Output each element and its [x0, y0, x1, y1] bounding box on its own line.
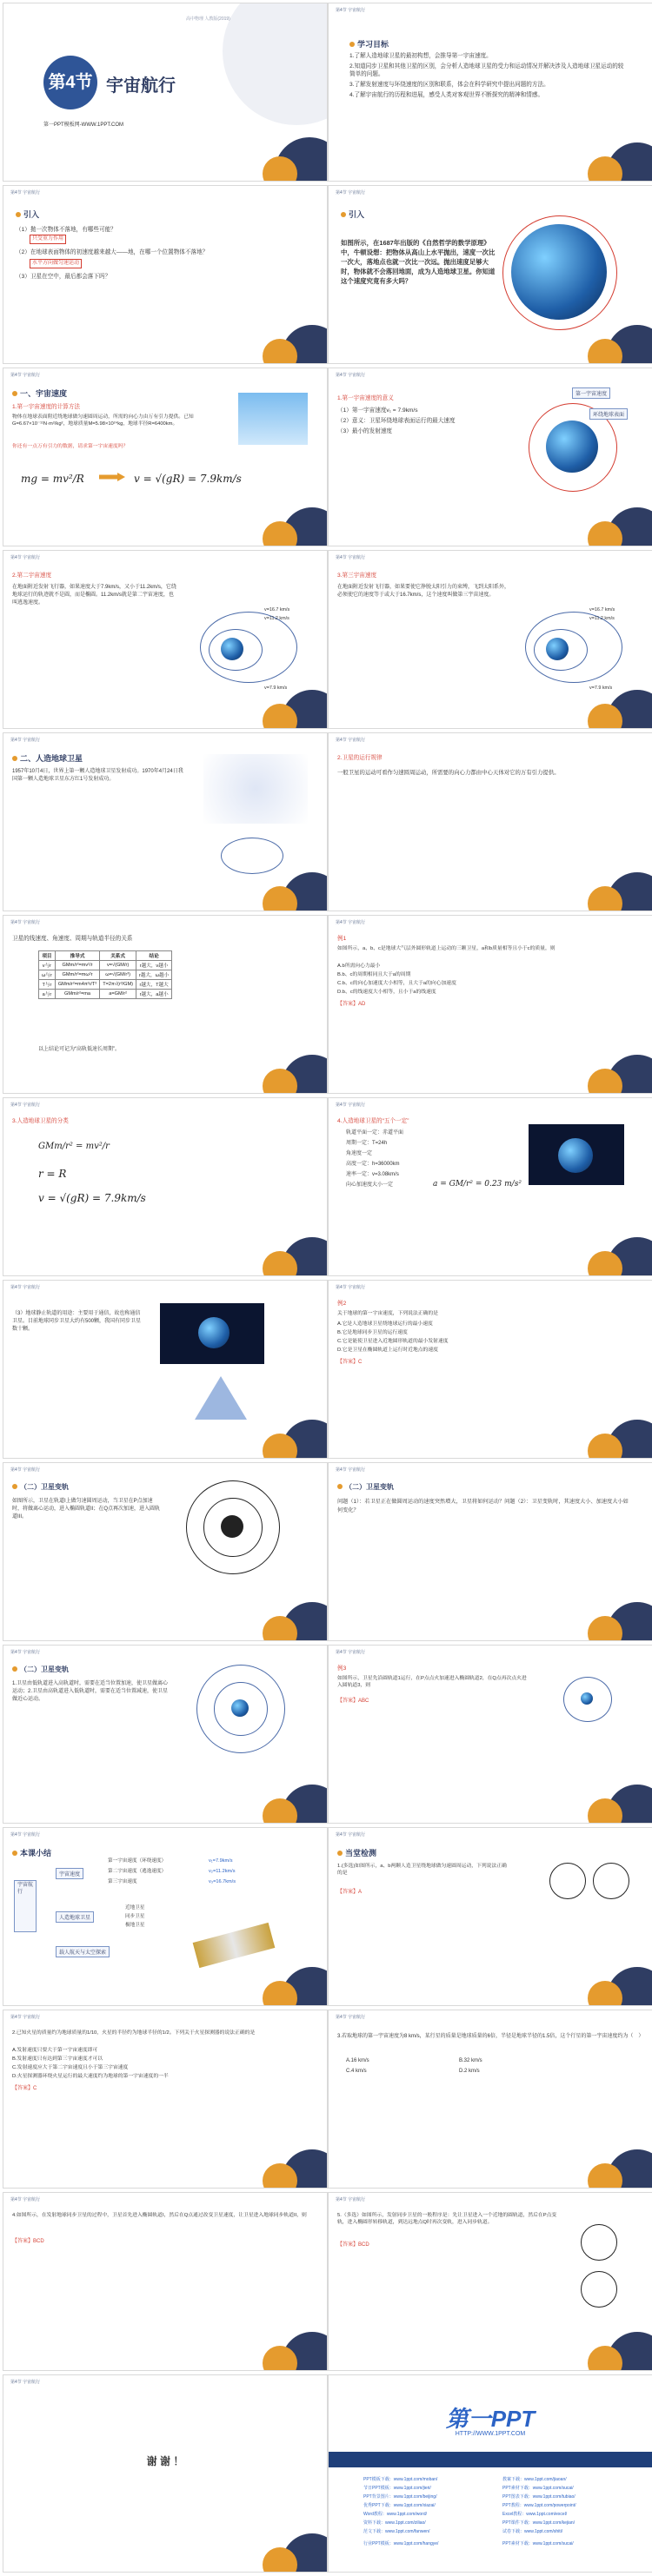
table-footnote: 以上结论可记为“高轨低速长周期”。	[38, 1047, 120, 1052]
slide-header: 第4节 宇宙航行	[336, 1103, 366, 1108]
coverage-diagram	[195, 1376, 247, 1420]
table-cell: v与r	[39, 961, 56, 970]
slide-header: 第4节 宇宙航行	[10, 738, 41, 743]
slide-intro-1[interactable]	[3, 186, 327, 363]
table-cell: v=√(GM/r)	[100, 961, 136, 970]
body-text: 1.卫星由低轨道进入高轨道时，需要在适当位置加速，使卫星做离心运动；2.卫星由高轨道进入低轨道时，需要在适当位置减速，使卫星做近心运动。	[12, 1681, 169, 1702]
slide-header: 第4节 宇宙航行	[336, 2015, 366, 2020]
summary-title: 本课小结	[12, 1847, 51, 1858]
option: C.发射速度应大于第二宇宙速度且小于第三宇宙速度	[12, 2065, 129, 2070]
relation-table	[38, 950, 172, 999]
table-cell: ω=√(GM/r³)	[100, 970, 136, 980]
intro-question: （1）拋一次物体不落地，有哪些可能？	[16, 227, 116, 233]
mindmap-branch: 载人航天与太空探索	[56, 1946, 110, 1957]
option: A.16 km/s	[346, 2058, 369, 2063]
section-title: 一、宇宙速度	[12, 387, 67, 399]
table-header: 项目	[39, 951, 56, 961]
slide-thanks[interactable]	[3, 2375, 327, 2572]
answer-box: 只受重力作用	[30, 235, 66, 244]
slide-third-speed[interactable]	[329, 551, 652, 728]
slide-header: 第4节 宇宙航行	[336, 190, 366, 195]
table-header: 结论	[136, 951, 171, 961]
formula: v = √(gR) = 7.9km/s	[38, 1192, 146, 1204]
option: C.它是能使卫星进入近地圆形轨道的最小发射速度	[337, 1339, 449, 1344]
answer-box: 水平方向做匀速运动	[30, 259, 82, 268]
table-cell: GMm/r²=mω²r	[55, 970, 99, 980]
section-number-badge: 第4节	[43, 56, 97, 109]
body-text: 一般卫星的运动可看作匀速圆周运动，所需要的向心力都由中心天体对它的万有引力提供。	[337, 770, 560, 776]
brand-logo: 第一PPT	[445, 2406, 536, 2432]
resource-link[interactable]: 行业PPT模板：www.1ppt.com/hangye/	[363, 2541, 439, 2546]
table-cell: GMm/r²=mv²/r	[55, 961, 99, 970]
slide-header: 第4节 宇宙航行	[10, 1467, 41, 1473]
resource-link[interactable]: Excel教程：www.1ppt.com/excel/	[502, 2512, 568, 2517]
mindmap-leaf: 第一宇宙速度（环绕速度）	[108, 1858, 167, 1864]
resource-link[interactable]: 资料下载：www.1ppt.com/ziliao/	[363, 2520, 426, 2526]
formula: GMm/r² = mv²/r	[38, 1142, 110, 1151]
earth-icon	[558, 1138, 593, 1173]
meaning-item: （2）意义：卫星环绕地球表面运行的最大速度	[337, 418, 456, 424]
mindmap-leaf: 极地卫星	[125, 1923, 145, 1928]
option: A.它是人造地球卫星绕地球运行的最小速度	[337, 1321, 433, 1327]
question-text: 3.若取地球的第一宇宙速度为8 km/s，某行星的质量是地球质量的6倍，半径是地球半径的1.5倍，这个行星的第一宇宙速度约为（ ）	[337, 2034, 644, 2039]
section-title: 二、人造地球卫星	[12, 752, 83, 764]
slide-cover[interactable]	[3, 3, 327, 181]
body-text: 在地面附近发射飞行器，如果速度大于7.9km/s，又小于11.2km/s，它绕地球运行的轨迹就不是圆，而是椭圆。11.2km/s就是第二宇宙速度，也叫逃逸速度。	[12, 585, 176, 606]
slide-goals[interactable]	[329, 3, 652, 181]
decor-ring	[223, 3, 327, 125]
question-text: 5.（多选）如图所示，发射同步卫星的一般程序是：先让卫星进入一个近地的圆轨道，然后在P点变轨，进入椭圆形转移轨道，到达远地点Q时再次变轨，进入同步轨道。	[337, 2213, 557, 2225]
globe-diagram	[203, 754, 308, 824]
callout-label: 第一宇宙速度	[572, 387, 610, 399]
table-row	[39, 961, 172, 970]
option: C.4 km/s	[346, 2069, 367, 2074]
table-cell: ω与r	[39, 970, 56, 980]
section-title: （二）卫星变轨	[337, 1482, 394, 1492]
formula: mg = mv²/R	[21, 473, 84, 485]
mindmap-leaf: 第三宇宙速度	[108, 1879, 137, 1884]
slide-header: 第4节 宇宙航行	[10, 2015, 41, 2020]
thanks-text: 谢 谢 ！	[146, 2455, 184, 2467]
slide-header: 第4节 宇宙航行	[10, 2197, 41, 2202]
table-header: 推导式	[55, 951, 99, 961]
resource-link[interactable]: PPT素材下载：www.1ppt.com/sucai/	[502, 2541, 574, 2546]
formula: r = R	[38, 1168, 67, 1180]
goals-title: 学习目标	[349, 38, 389, 50]
mindmap-value: v₁=7.9km/s	[209, 1858, 233, 1864]
rule-item: 向心加速度大小一定	[346, 1182, 394, 1188]
mindmap-value: v₃=16.7km/s	[209, 1879, 236, 1884]
slide-table[interactable]	[3, 916, 327, 1093]
answer-text: 【答案】AD	[337, 1002, 366, 1007]
orbit-ring	[549, 1863, 586, 1899]
slide-header: 第4节 宇宙航行	[336, 1650, 366, 1655]
slide-header: 第4节 宇宙航行	[10, 1285, 41, 1290]
slide-header: 第4节 宇宙航行	[336, 2197, 366, 2202]
slide-practice[interactable]	[329, 1828, 652, 2005]
subsection-title: 3.第三宇宙速度	[337, 573, 377, 579]
callout-label: 环绕地球表面	[589, 408, 628, 420]
orbit-ring	[563, 1677, 612, 1722]
formula: v = √(gR) = 7.9km/s	[134, 473, 242, 485]
slide-header: 第4节 宇宙航行	[10, 920, 41, 925]
satellite-image	[193, 1923, 276, 1968]
example-text: 关于地球的第一宇宙速度，下列说法正确的是	[337, 1311, 438, 1316]
resource-link[interactable]: 试卷下载：www.1ppt.com/shiti/	[502, 2529, 563, 2534]
orbit-ellipse	[221, 838, 283, 874]
slide-header: 第4节 宇宙航行	[10, 1103, 41, 1108]
speed-label: v=7.9 km/s	[264, 685, 288, 691]
resource-link[interactable]: 教案下载：www.1ppt.com/jiaoan/	[502, 2477, 567, 2482]
source-text: 第一PPT模板网-WWW.1PPT.COM	[43, 123, 123, 128]
intro-title: 引入	[16, 209, 39, 220]
option: D.b、c的线速度大小相等，且小于a的线速度	[337, 990, 436, 995]
subsection-title: 1.第一宇宙速度的计算方法	[12, 404, 81, 410]
table-cell: GMm/r²=m4π²r/T²	[55, 980, 99, 990]
slide-header: 第4节 宇宙航行	[336, 1467, 366, 1473]
answer-text: 【答案】ABC	[337, 1699, 369, 1704]
rule-item: 轨道平面一定：赤道平面	[346, 1130, 404, 1136]
slide-transfer-1[interactable]	[3, 1463, 327, 1640]
space-image	[529, 1124, 624, 1185]
slide-satellite-2[interactable]	[329, 733, 652, 911]
table-cell: r越大，ω越小	[136, 970, 171, 980]
speed-label: v=16.7 km/s	[264, 607, 290, 613]
table-title: 卫星的线速度、角速度、周期与轨道半径的关系	[12, 936, 133, 942]
body-text: 1957年10月4日，世界上第一颗人造地球卫星发射成功。1970年4月24日我国第一颗人造地球卫星东方红1号发射成功。	[12, 769, 183, 782]
brand-url[interactable]: HTTP://WWW.1PPT.COM	[455, 2431, 526, 2437]
resource-link[interactable]: PPT课件下载：www.1ppt.com/kejian/	[502, 2520, 575, 2526]
resource-link[interactable]: PPT素材下载：www.1ppt.com/sucai/	[502, 2486, 574, 2491]
speed-label: v=11.2 km/s	[264, 616, 289, 621]
example-title: 例1	[337, 936, 347, 942]
intro-text: 如图所示，在1687年出版的《自然哲学的数学原理》中，牛顿设想：把物体从高山上水平抛出，速度一次比一次大，落地点也就一次比一次远。抛出速度足够大时，物体就不会落回地面，成为人造地球卫星。你知道这个速度究竟有多大吗？	[341, 239, 496, 285]
resource-link[interactable]: 范文下载：www.1ppt.com/fanwen/	[363, 2529, 430, 2534]
intro-question: （3）卫星在空中，最后都会落下吗？	[16, 274, 111, 280]
subsection-title: 1.第一宇宙速度的意义	[337, 395, 394, 401]
slide-example-1[interactable]	[329, 916, 652, 1093]
intro-question: （2）在地球表面物体的初速度越来越大——地，在哪一个位置物体不落地？	[16, 249, 209, 255]
option: A.发射速度只要大于第一宇宙速度即可	[12, 2048, 98, 2053]
table-row	[39, 980, 172, 990]
body-text: （3）地球静止轨道的用途：主要用于通信，故也称通信卫星。目前地球同步卫星大约有500颗，我国有同步卫星数十颗。	[12, 1311, 142, 1332]
option: B.它是地球同步卫星的运行速度	[337, 1330, 408, 1335]
earth-icon	[198, 1317, 230, 1348]
slide-geo-1[interactable]	[3, 1098, 327, 1275]
meaning-item: （3）最小的发射速度	[337, 428, 393, 434]
table-cell: T=2π√(r³/GM)	[100, 980, 136, 990]
page-title: 宇宙航行	[106, 76, 176, 96]
option: D.2 km/s	[459, 2069, 480, 2074]
body-text: 如图所示，卫星在轨道I上做匀速圆周运动，当卫星在P点加速时，将做离心运动，进入椭圆轨道II；在Q点再次加速，进入圆轨道III。	[12, 1499, 161, 1520]
option: B.32 km/s	[459, 2058, 482, 2063]
resource-link[interactable]: PPT图表下载：www.1ppt.com/tubiao/	[502, 2494, 575, 2500]
section-title: （二）卫星变轨	[12, 1665, 69, 1674]
speed-label: v=11.2 km/s	[589, 616, 615, 621]
option: D.它是卫星在椭圆轨道上运行时近地点的速度	[337, 1348, 438, 1353]
resource-link[interactable]: PPT背景图片：www.1ppt.com/beijing/	[363, 2494, 437, 2500]
slide-header: 第4节 宇宙航行	[336, 373, 366, 378]
slide-geo-3[interactable]	[3, 1281, 327, 1458]
table-row	[39, 990, 172, 999]
slide-example-3[interactable]	[329, 1646, 652, 1823]
resource-link[interactable]: PPT模板下载：www.1ppt.com/moban/	[363, 2477, 438, 2482]
resource-link[interactable]: PPT教程：www.1ppt.com/powerpoint/	[502, 2503, 576, 2508]
slide-example-2[interactable]	[329, 1281, 652, 1458]
slide-header: 第4节 宇宙航行	[10, 555, 41, 560]
orbit-ring	[186, 1480, 280, 1574]
slide-speed-meaning[interactable]	[329, 368, 652, 546]
slide-question-3[interactable]	[329, 2010, 652, 2188]
rule-item: 高度一定：h=36000km	[346, 1162, 400, 1167]
slide-header: 第4节 宇宙航行	[10, 2380, 41, 2385]
slide-header: 第4节 宇宙航行	[336, 738, 366, 743]
option: D.火星探测器环绕火星运行的最大速度约为地球的第一宇宙速度的一半	[12, 2074, 169, 2079]
formula: a = GM/r² = 0.23 m/s²	[433, 1180, 522, 1189]
slide-header: 第4节 宇宙航行	[10, 1832, 41, 1838]
goal-item: 2.知道同步卫星和其他卫星的区别，会分析人造地球卫星的受力和运动情况并解决涉及人造地球卫星运动的较简单的问题。	[349, 63, 624, 77]
slide-header: 第4节 宇宙航行	[336, 920, 366, 925]
section-title: （二）卫星变轨	[12, 1482, 69, 1492]
slide-intro-2[interactable]	[329, 186, 652, 363]
slide-question-2[interactable]	[3, 2010, 327, 2188]
slide-header: 第4节 宇宙航行	[10, 373, 41, 378]
slide-header: 第4节 宇宙航行	[336, 8, 366, 13]
goal-item: 4.了解宇宙航行的历程和进展，感受人类对客观世界不断探究的精神和情感。	[349, 92, 544, 98]
slide-geo-2[interactable]	[329, 1098, 652, 1275]
example-text: 如图所示，卫星先沿圆轨道1运行，在P点点火加速进入椭圆轨道2，在Q点再次点火进入圆轨道3，则	[337, 1676, 527, 1688]
table-cell: r越大，a越小	[136, 990, 171, 999]
arrow-icon	[99, 473, 125, 481]
mindmap-leaf: 第二宇宙速度（逃逸速度）	[108, 1869, 167, 1874]
subsection-title: 3.人造地球卫星的分类	[12, 1118, 69, 1124]
mindmap-leaf: 近地卫星	[125, 1905, 145, 1910]
slide-question-5[interactable]	[329, 2193, 652, 2370]
trajectory-ring	[502, 215, 617, 330]
slide-header: 第4节 宇宙航行	[336, 555, 366, 560]
subsection-title: 2.卫星的运行规律	[337, 755, 383, 761]
note-text: 你还有一点万有引力的数据，请求第一宇宙速度吗？	[12, 444, 129, 449]
slide-question-4[interactable]	[3, 2193, 327, 2370]
mindmap-value: v₂=11.2km/s	[209, 1869, 236, 1874]
question-text: 1.(多选)如图所示，a、b两颗人造卫星绕地球做匀速圆周运动，下列说法正确的是	[337, 1864, 507, 1876]
table-row	[39, 970, 172, 980]
mindmap-root: 宇宙航行	[14, 1880, 37, 1932]
mindmap-branch: 人造地球卫星	[56, 1911, 94, 1923]
body-text: 问题（1）：若卫星正在做圆周运动的速度突然增大，卫星将如何运动？问题（2）：卫星变轨时，其速度大小、加速度大小如何变化？	[337, 1499, 629, 1513]
space-image	[160, 1303, 264, 1364]
subsection-title: 2.第二宇宙速度	[12, 573, 52, 579]
mindmap-branch: 宇宙速度	[56, 1868, 83, 1879]
course-tag: 高中物理 人教版(2019)	[186, 17, 230, 22]
slide-transfer-2[interactable]	[329, 1463, 652, 1640]
option: C.b、c的向心加速度大小相等，且大于a的向心加速度	[337, 981, 456, 986]
slide-header: 第4节 宇宙航行	[10, 190, 41, 195]
question-text: 2.已知火星的质量约为地球质量的1/10，火星的半径约为地球半径的1/2。下列关于火星探测器的说法正确的是	[12, 2030, 256, 2036]
body-text: 在地面附近发射飞行器，如果要使它挣脱太阳引力的束缚，飞到太阳系外，必须使它的速度等于或大于16.7km/s，这个速度叫做第三宇宙速度。	[337, 585, 510, 598]
sky-image	[238, 393, 308, 445]
practice-title: 当堂检测	[337, 1847, 376, 1858]
table-cell: r越大，T越大	[136, 980, 171, 990]
option: A.b所需向心力最小	[337, 964, 381, 969]
table-cell: T与r	[39, 980, 56, 990]
table-cell: r越大，v越小	[136, 961, 171, 970]
rule-item: 速率一定：v=3.08km/s	[346, 1172, 399, 1177]
resource-link[interactable]: Word教程：www.1ppt.com/word/	[363, 2512, 427, 2517]
orbit-ring	[581, 2271, 617, 2308]
subsection-title: 4.人造地球卫星的“五个一定”	[337, 1118, 409, 1124]
option: B.b、c的周期相同且大于a的周期	[337, 972, 411, 977]
answer-text: 【答案】A	[337, 1890, 363, 1895]
body-text: 物体在地球表面附近绕地球做匀速圆周运动，所需的向心力由万有引力提供。已知G=6.67×10⁻¹¹N·m²/kg²，地球质量M=5.98×10²⁴kg，地球半径R=6400km。	[12, 414, 194, 427]
answer-text: 【答案】BCD	[337, 2242, 369, 2248]
slide-ad[interactable]	[329, 2375, 652, 2572]
mindmap-leaf: 同步卫星	[125, 1914, 145, 1919]
question-text: 4.如图所示，在发射地球同步卫星的过程中，卫星首先进入椭圆轨道I，然后在Q点通过改变卫星速度，让卫星进入地球同步轨道II，则	[12, 2213, 307, 2218]
slide-summary[interactable]	[3, 1828, 327, 2005]
goal-item: 3.了解发射速度与环绕速度的区别和联系，体会在科学研究中提出问题的方法。	[349, 82, 549, 88]
orbit-ring	[593, 1863, 629, 1899]
resource-link[interactable]: 优秀PPT下载：www.1ppt.com/xiazai/	[363, 2503, 436, 2508]
slide-header: 第4节 宇宙航行	[10, 1650, 41, 1655]
rule-item: 周期一定：T=24h	[346, 1141, 388, 1146]
slide-transfer-3[interactable]	[3, 1646, 327, 1823]
orbit-ring	[581, 2224, 617, 2261]
answer-text: 【答案】C	[12, 2086, 37, 2091]
table-header: 关系式	[100, 951, 136, 961]
speed-label: v=7.9 km/s	[589, 685, 613, 691]
answer-text: 【答案】BCD	[12, 2239, 44, 2244]
slide-header: 第4节 宇宙航行	[336, 1285, 366, 1290]
intro-title: 引入	[341, 209, 364, 220]
meaning-item: （1）第一宇宙速度v₁ = 7.9km/s	[337, 407, 418, 414]
example-text: 如图所示，a、b、c是地球大气层外圆形轨道上运动的三颗卫星，a和b质量相等且小于c的质量，则	[337, 946, 556, 951]
example-title: 例2	[337, 1301, 347, 1307]
orbit-ring	[196, 1665, 285, 1753]
speed-label: v=16.7 km/s	[589, 607, 615, 613]
example-title: 例3	[337, 1665, 347, 1672]
table-cell: a=GM/r²	[100, 990, 136, 999]
option: B.发射速度只有达到第三宇宙速度才可以	[12, 2056, 103, 2062]
ad-banner	[329, 2452, 652, 2467]
goal-item: 1.了解人造地球卫星的最初构想，会推导第一宇宙速度。	[349, 53, 492, 59]
table-cell: a与r	[39, 990, 56, 999]
answer-text: 【答案】C	[337, 1360, 363, 1365]
resource-link[interactable]: 节日PPT模板：www.1ppt.com/jieri/	[363, 2486, 431, 2491]
slide-satellite-1[interactable]	[3, 733, 327, 911]
slide-second-speed[interactable]	[3, 551, 327, 728]
slide-header: 第4节 宇宙航行	[336, 1832, 366, 1838]
table-cell: GMm/r²=ma	[55, 990, 99, 999]
slide-speed-1[interactable]	[3, 368, 327, 546]
rule-item: 角速度一定	[346, 1151, 373, 1156]
